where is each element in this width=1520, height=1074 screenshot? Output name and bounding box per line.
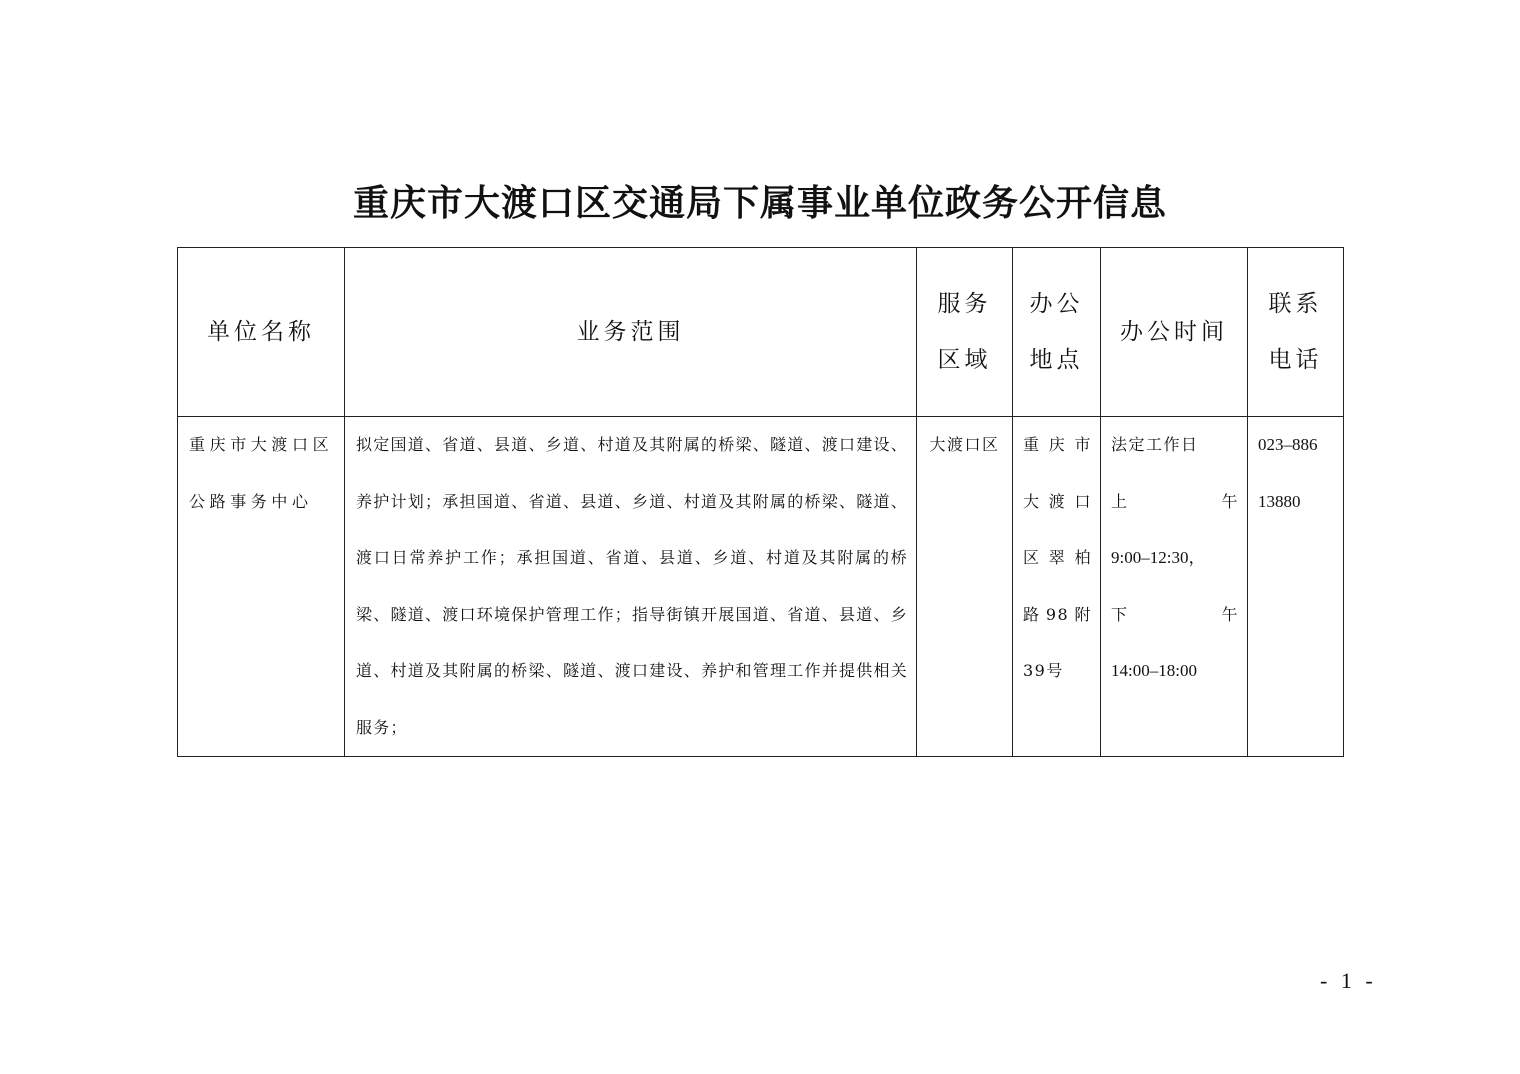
header-contact-phone-line1: 联系 (1268, 291, 1323, 317)
office-location-line5: 39号 (1023, 661, 1064, 680)
contact-phone-line2: 13880 (1258, 491, 1301, 511)
office-hours-am-label-end: 午 (1221, 491, 1239, 511)
office-hours-pm-label (1111, 587, 1239, 644)
office-location-line1: 重庆市 (1023, 435, 1092, 454)
office-hours-am-label-start: 上 (1111, 491, 1129, 511)
header-service-area-line1: 服务 (937, 291, 992, 317)
unit-name-line1: 重庆市大渡口区 (189, 435, 334, 454)
header-office-location (1013, 248, 1101, 417)
table-header-row (178, 248, 1344, 417)
header-service-area-line2: 区域 (937, 347, 992, 373)
header-unit-name: 单位名称 (178, 248, 345, 417)
info-table (177, 247, 1344, 757)
office-hours-pm: 14:00–18:00 (1111, 661, 1197, 680)
header-business-scope: 业务范围 (345, 248, 917, 417)
office-location-line3: 区翠柏 (1023, 548, 1092, 567)
office-hours-cell (1101, 417, 1248, 757)
header-office-location-line2: 地点 (1029, 347, 1084, 373)
office-hours-am-label (1111, 474, 1239, 531)
header-office-hours: 办公时间 (1101, 248, 1248, 417)
office-location-cell (1013, 417, 1101, 757)
office-hours-pm-label-end: 午 (1221, 604, 1239, 624)
unit-name-line2: 公路事务中心 (189, 491, 313, 511)
contact-phone-line1: 023–886 (1258, 435, 1318, 454)
header-contact-phone-line2: 电话 (1268, 347, 1323, 373)
office-location-line2: 大渡口 (1023, 491, 1092, 511)
table-row (178, 417, 1344, 757)
office-location-line4: 路98附 (1023, 604, 1092, 624)
office-hours-pm-label-start: 下 (1111, 604, 1129, 624)
page-number: - 1 - (1320, 968, 1377, 993)
office-hours-am: 9:00–12:30， (1111, 548, 1206, 567)
unit-name-cell (178, 417, 345, 757)
business-scope-cell: 拟定国道、省道、县道、乡道、村道及其附属的桥梁、隧道、渡口建设、养护计划；承担国道、省道、县道、乡道、村道及其附属的桥梁、隧道、渡口日常养护工作；承担国道、省道、县道、乡道、村道及其附属的桥梁、隧道、渡口环境保护管理工作；指导街镇开展国道、省道、县道、乡道、村道及其附属的桥梁、隧道、渡口建设、养护和管理工作并提供相关服务； (345, 417, 917, 757)
service-area-cell: 大渡口区 (917, 417, 1013, 757)
header-contact-phone (1248, 248, 1344, 417)
header-service-area (917, 248, 1013, 417)
header-office-location-line1: 办公 (1029, 291, 1084, 317)
contact-phone-cell (1248, 417, 1344, 757)
office-hours-line1: 法定工作日 (1111, 435, 1199, 454)
page-title: 重庆市大渡口区交通局下属事业单位政务公开信息 (352, 182, 1167, 224)
